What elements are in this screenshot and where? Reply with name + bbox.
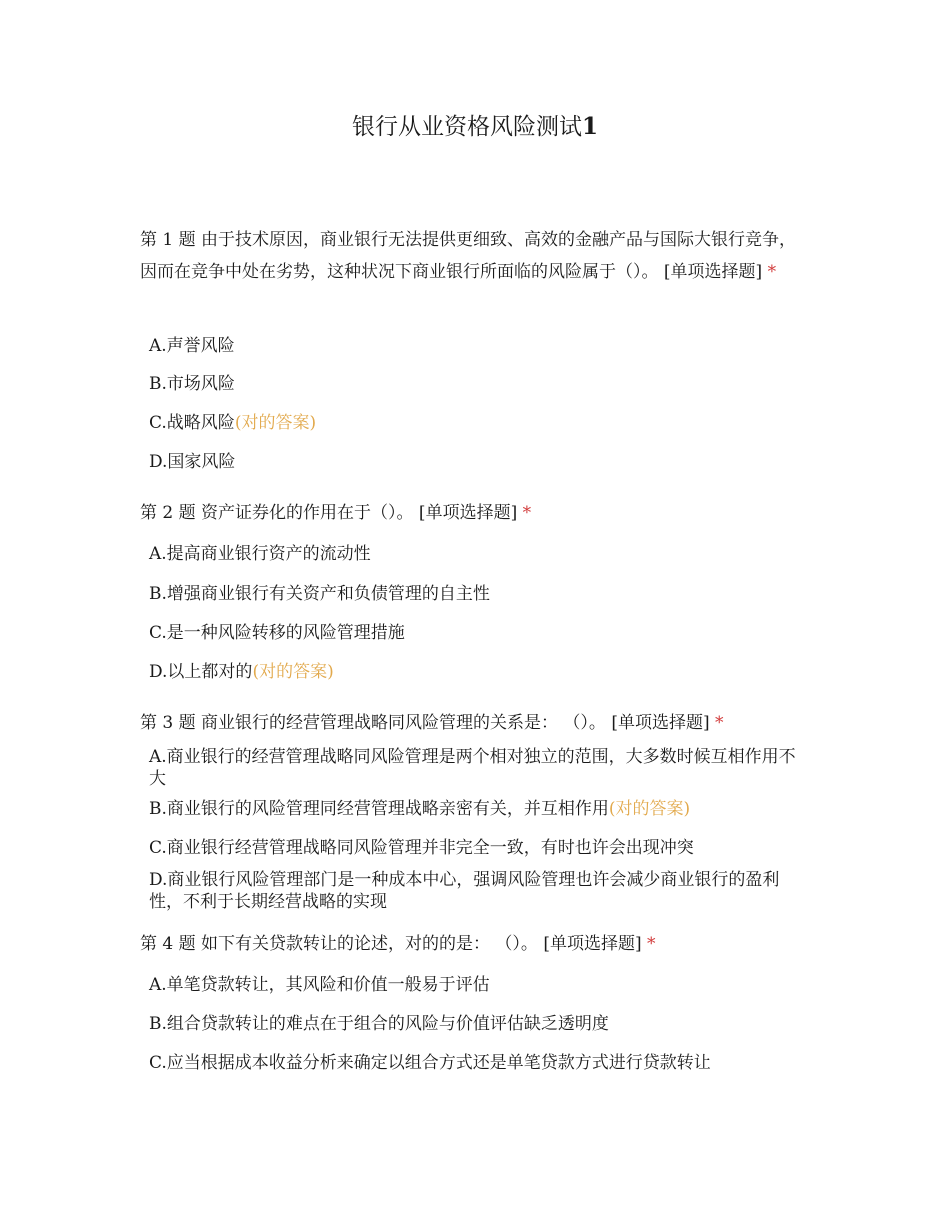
option-label: B.增强商业银行有关资产和负债管理的自主性: [149, 584, 490, 604]
required-mark: *: [522, 503, 532, 523]
option-3d[interactable]: [149, 869, 809, 913]
document-title-number: 1: [581, 113, 598, 140]
option-label: B.商业银行的风险管理同经营管理战略亲密有关，并互相作用: [149, 799, 609, 819]
option-3c[interactable]: [149, 837, 809, 859]
option-label: D.以上都对的: [149, 662, 253, 682]
option-1c[interactable]: [149, 412, 809, 434]
option-1a[interactable]: [149, 335, 809, 357]
option-label: A.声誉风险: [149, 336, 235, 356]
option-2c[interactable]: [149, 622, 809, 644]
required-mark: *: [767, 262, 777, 282]
option-label: A.提高商业银行资产的流动性: [149, 544, 371, 564]
option-label: B.市场风险: [149, 374, 235, 394]
option-label: A.商业银行的经营管理战略同风险管理是两个相对独立的范围，大多数时候互相作用不大: [149, 747, 796, 789]
option-4c[interactable]: [149, 1052, 809, 1074]
option-label: B.组合贷款转让的难点在于组合的风险与价值评估缺乏透明度: [149, 1014, 609, 1034]
option-4a[interactable]: [149, 974, 809, 996]
question-text: 第 3 题 商业银行的经营管理战略同风险管理的关系是： （）。 [单项选择题]: [140, 713, 710, 733]
option-label: C.是一种风险转移的风险管理措施: [149, 623, 405, 643]
option-2d[interactable]: [149, 661, 809, 683]
option-label: C.应当根据成本收益分析来确定以组合方式还是单笔贷款方式进行贷款转让: [149, 1053, 711, 1073]
option-2a[interactable]: [149, 543, 809, 565]
question-3: [140, 707, 805, 739]
document-title: [0, 112, 950, 142]
option-label: D.国家风险: [149, 452, 236, 472]
option-label: A.单笔贷款转让，其风险和价值一般易于评估: [149, 975, 490, 995]
question-text: 第 4 题 如下有关贷款转让的论述，对的的是： （）。 [单项选择题]: [140, 934, 642, 954]
option-label: C.战略风险: [149, 413, 235, 433]
question-text: 第 2 题 资产证券化的作用在于（）。 [单项选择题]: [140, 503, 518, 523]
required-mark: *: [715, 713, 724, 733]
question-1: [140, 224, 805, 288]
option-3b[interactable]: [149, 798, 809, 820]
question-text: 第 1 题 由于技术原因，商业银行无法提供更细致、高效的金融产品与国际大银行竞争，因而在竞争中处在劣势，这种状况下商业银行所面临的风险属于（）。 [单项选择题]: [140, 230, 797, 282]
option-1b[interactable]: [149, 373, 809, 395]
correct-answer-note: (对的答案): [608, 799, 691, 819]
option-4b[interactable]: [149, 1013, 809, 1035]
option-label: C.商业银行经营管理战略同风险管理并非完全一致，有时也许会出现冲突: [149, 838, 694, 858]
question-4: [140, 928, 805, 960]
option-3a[interactable]: [149, 746, 809, 790]
correct-answer-note: (对的答案): [234, 413, 317, 433]
document-title-text: 银行从业资格风险测试: [351, 114, 582, 140]
option-2b[interactable]: [149, 583, 809, 605]
question-2: [140, 497, 805, 529]
option-label: D.商业银行风险管理部门是一种成本中心，强调风险管理也许会减少商业银行的盈利性，不利于长期经营战略的实现: [149, 870, 780, 912]
correct-answer-note: (对的答案): [252, 662, 334, 682]
required-mark: *: [647, 934, 656, 954]
option-1d[interactable]: [149, 451, 809, 473]
